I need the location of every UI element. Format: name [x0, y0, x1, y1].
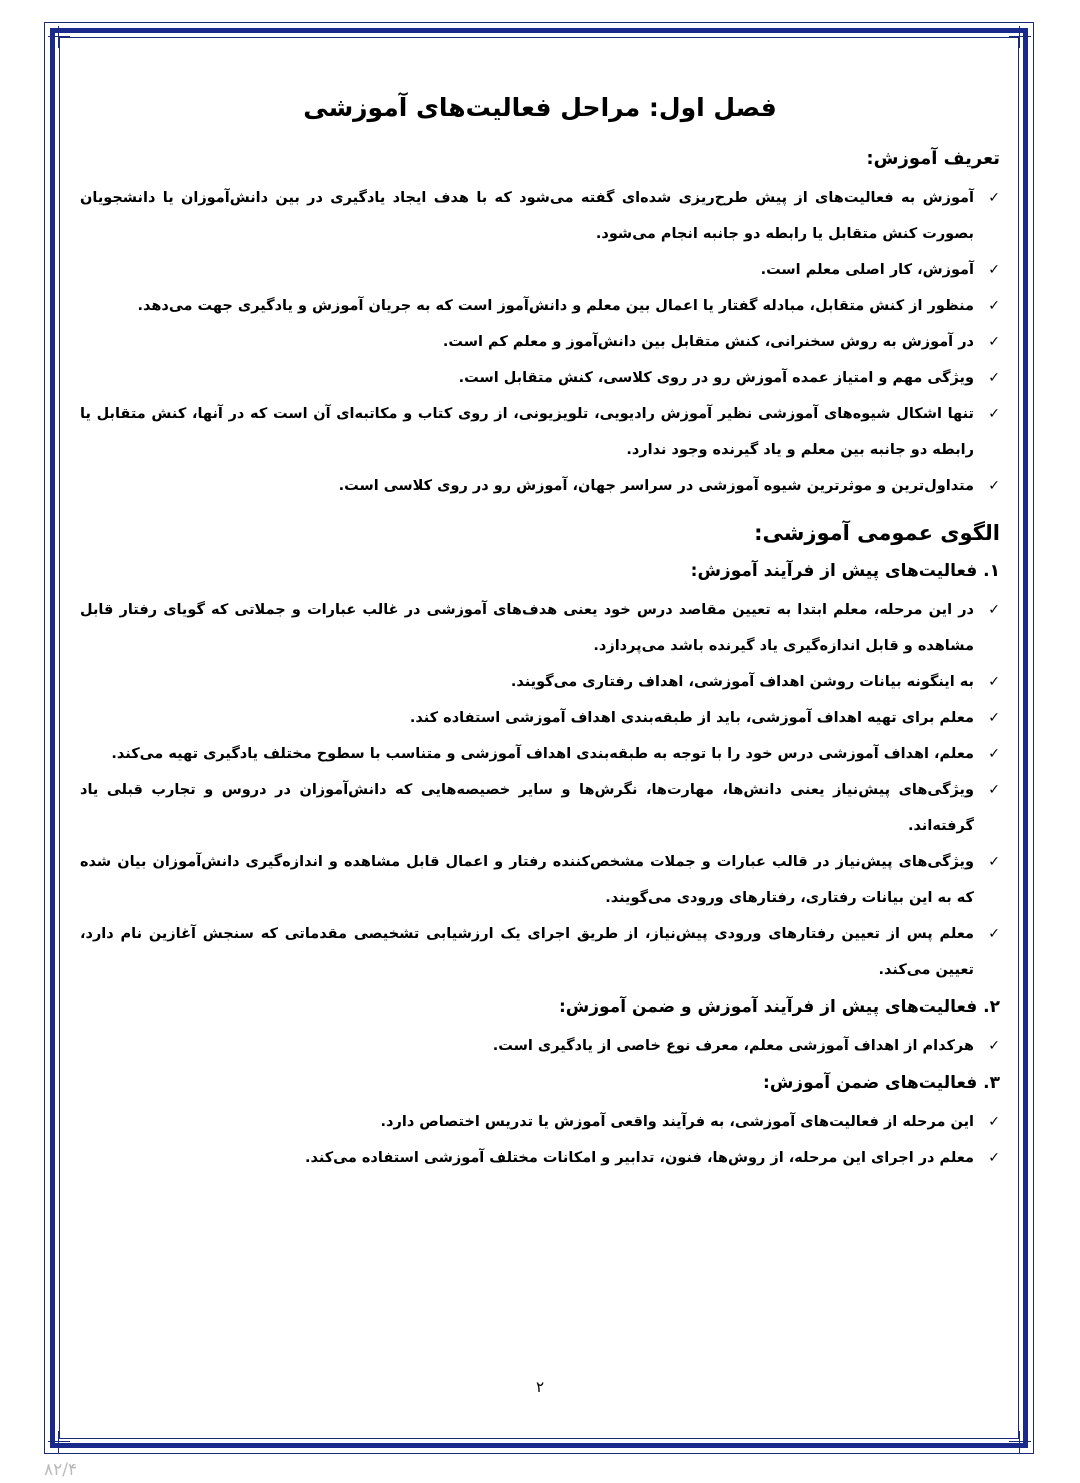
step3-list	[80, 1104, 1000, 1176]
list-item: ✓ هرکدام از اهداف آموزشی معلم، معرف نوع خاصی از یادگیری است.	[80, 1028, 1000, 1064]
list-item: ✓ به اینگونه بیانات روشن اهداف آموزشی، اهداف رفتاری می‌گویند.	[80, 664, 1000, 700]
frame-corner-ornament	[1009, 26, 1031, 48]
list-item: ✓ متداول‌ترین و موثرترین شیوه آموزشی در سراسر جهان، آموزش رو در روی کلاسی است.	[80, 468, 1000, 504]
check-icon: ✓	[988, 854, 1000, 870]
check-icon: ✓	[988, 298, 1000, 314]
step2-heading: ۲. فعالیت‌های پیش از فرآیند آموزش و ضمن آموزش:	[558, 997, 1000, 1017]
list-item: ✓ معلم برای تهیه اهداف آموزشی، باید از طبقه‌بندی اهداف آموزشی استفاده کند.	[80, 700, 1000, 736]
step2-list	[80, 1028, 1000, 1064]
check-icon: ✓	[988, 478, 1000, 494]
definition-list	[80, 180, 1000, 504]
list-item: ✓ آموزش به فعالیت‌های از پیش طرح‌ریزی شده‌ای گفته می‌شود که با هدف ایجاد یادگیری در بین دانش‌آموزان یا دانشجویان بصورت کنش متقابل یا رابطه دو جانبه انجام می‌شود.	[80, 180, 1000, 252]
model-heading: الگوی عمومی آموزشی:	[754, 521, 1000, 545]
check-icon: ✓	[988, 782, 1000, 798]
check-icon: ✓	[988, 262, 1000, 278]
check-icon: ✓	[988, 1150, 1000, 1166]
check-icon: ✓	[988, 926, 1000, 942]
list-item: ✓ در این مرحله، معلم ابتدا به تعیین مقاصد درس خود یعنی هدف‌های آموزشی در غالب عبارات و جملاتی که گویای رفتار قابل مشاهده و قابل اندازه‌گیری یاد گیرنده باشد می‌پردازد.	[80, 592, 1000, 664]
page-content	[80, 88, 1000, 1176]
frame-corner-ornament	[1009, 1431, 1031, 1453]
list-item: ✓ تنها اشکال شیوه‌های آموزشی نظیر آموزش رادیویی، تلویزیونی، از روی کتاب و مکاتبه‌ای آن است که در آنها، کنش متقابل یا رابطه دو جانبه بین معلم و یاد گیرنده وجود ندارد.	[80, 396, 1000, 468]
list-item: ✓ آموزش، کار اصلی معلم است.	[80, 252, 1000, 288]
chapter-title: فصل اول: مراحل فعالیت‌های آموزشی	[303, 93, 777, 122]
check-icon: ✓	[988, 674, 1000, 690]
page-number: ۲	[535, 1378, 545, 1396]
list-item: ✓ در آموزش به روش سخنرانی، کنش متقابل بین دانش‌آموز و معلم کم است.	[80, 324, 1000, 360]
list-item: ✓ ویژگی مهم و امتیاز عمده آموزش رو در روی کلاسی، کنش متقابل است.	[80, 360, 1000, 396]
check-icon: ✓	[988, 406, 1000, 422]
list-item: ✓ معلم در اجرای این مرحله، از روش‌ها، فنون، تدابیر و امکانات مختلف آموزشی استفاده می‌کند.	[80, 1140, 1000, 1176]
check-icon: ✓	[988, 334, 1000, 350]
definition-heading: تعریف آموزش:	[866, 148, 1000, 169]
footer-code: ۸۲/۴	[44, 1460, 78, 1480]
check-icon: ✓	[988, 1114, 1000, 1130]
check-icon: ✓	[988, 710, 1000, 726]
step1-heading: ۱. فعالیت‌های پیش از فرآیند آموزش:	[690, 561, 1000, 581]
check-icon: ✓	[988, 746, 1000, 762]
list-item: ✓ منظور از کنش متقابل، مبادله گفتار یا اعمال بین معلم و دانش‌آموز است که به جریان آموزش و یادگیری جهت می‌دهد.	[80, 288, 1000, 324]
step3-heading: ۳. فعالیت‌های ضمن آموزش:	[763, 1073, 1000, 1093]
list-item: ✓ ویژگی‌های پیش‌نیاز یعنی دانش‌ها، مهارت‌ها، نگرش‌ها و سایر خصیصه‌هایی که دانش‌آموزان در دروس و تجارب قبلی یاد گرفته‌اند.	[80, 772, 1000, 844]
frame-corner-ornament	[48, 26, 70, 48]
check-icon: ✓	[988, 190, 1000, 206]
list-item: ✓ ویژگی‌های پیش‌نیاز در قالب عبارات و جملات مشخص‌کننده رفتار و اعمال قابل مشاهده و اندازه‌گیری دانش‌آموزان بیان شده که به این بیانات رفتاری، رفتارهای ورودی می‌گویند.	[80, 844, 1000, 916]
step1-list	[80, 592, 1000, 988]
list-item: ✓ معلم پس از تعیین رفتارهای ورودی پیش‌نیاز، از طریق اجرای یک ارزشیابی تشخیصی مقدماتی که سنجش آغازین نام دارد، تعیین می‌کند.	[80, 916, 1000, 988]
check-icon: ✓	[988, 602, 1000, 618]
check-icon: ✓	[988, 370, 1000, 386]
check-icon: ✓	[988, 1038, 1000, 1054]
frame-corner-ornament	[48, 1431, 70, 1453]
list-item: ✓ معلم، اهداف آموزشی درس خود را با توجه به طبقه‌بندی اهداف آموزشی و متناسب با سطوح مختلف یادگیری تهیه می‌کند.	[80, 736, 1000, 772]
list-item: ✓ این مرحله از فعالیت‌های آموزشی، به فرآیند واقعی آموزش یا تدریس اختصاص دارد.	[80, 1104, 1000, 1140]
